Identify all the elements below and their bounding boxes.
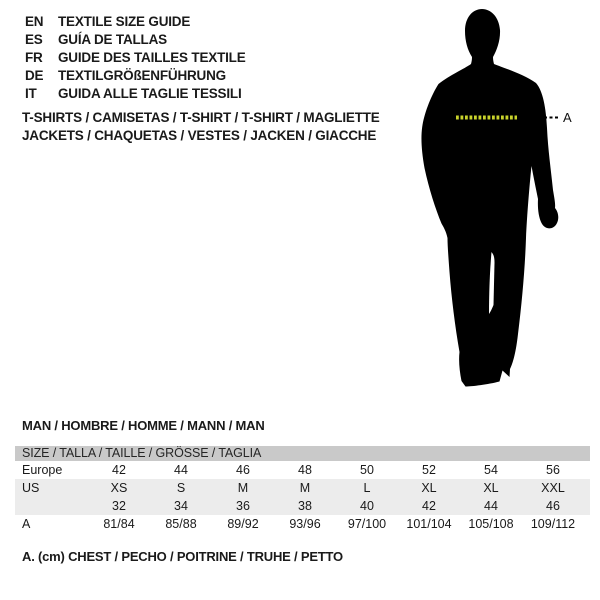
size-cell: 36 xyxy=(236,499,250,513)
size-cell: 46 xyxy=(236,463,250,477)
size-cell: 50 xyxy=(360,463,374,477)
size-cell: 52 xyxy=(422,463,436,477)
size-cell: 85/88 xyxy=(165,517,197,531)
table-row-chest-a xyxy=(15,515,590,533)
size-cell: 56 xyxy=(546,463,560,477)
size-cell: 97/100 xyxy=(347,517,387,531)
language-label: TEXTILGRÖßENFÜHRUNG xyxy=(58,68,226,83)
product-line-jackets: JACKETS / CHAQUETAS / VESTES / JACKEN / GIACCHE xyxy=(22,127,377,143)
size-cell: M xyxy=(299,481,311,495)
size-cell: 81/84 xyxy=(103,517,135,531)
language-code: FR xyxy=(25,50,43,65)
language-label: TEXTILE SIZE GUIDE xyxy=(58,14,191,29)
section-title-man: MAN / HOMBRE / HOMME / MANN / MAN xyxy=(22,418,265,433)
size-cell: L xyxy=(363,481,371,495)
size-cell: 93/96 xyxy=(289,517,321,531)
size-cell: XS xyxy=(110,481,128,495)
size-cell: 48 xyxy=(298,463,312,477)
size-cell: 42 xyxy=(422,499,436,513)
size-cell: 32 xyxy=(112,499,126,513)
size-cell: XL xyxy=(421,481,437,495)
language-list xyxy=(25,13,246,103)
language-row xyxy=(25,85,246,103)
language-row xyxy=(25,49,246,67)
table-row-uk xyxy=(15,497,590,515)
table-row-us xyxy=(15,479,590,497)
language-row xyxy=(25,13,246,31)
measurement-footnote: A. (cm) CHEST / PECHO / POITRINE / TRUHE / PETTO xyxy=(22,549,343,564)
row-label xyxy=(15,497,88,515)
product-types xyxy=(22,109,380,144)
size-cell: XXL xyxy=(541,481,565,495)
size-cell: S xyxy=(176,481,186,495)
language-label: GUIDA ALLE TAGLIE TESSILI xyxy=(58,86,242,101)
size-cell: 44 xyxy=(174,463,188,477)
table-row-europe xyxy=(15,461,590,479)
size-cell: 101/104 xyxy=(406,517,452,531)
measurement-label-a: A xyxy=(563,110,572,125)
man-silhouette-shape xyxy=(421,9,558,387)
size-table-header: SIZE / TALLA / TAILLE / GRÖSSE / TAGLIA xyxy=(15,446,590,461)
size-table xyxy=(15,446,590,533)
size-cell: 44 xyxy=(484,499,498,513)
language-label: GUIDE DES TAILLES TEXTILE xyxy=(58,50,246,65)
man-silhouette xyxy=(405,0,585,400)
language-code: ES xyxy=(25,32,43,47)
language-code: IT xyxy=(25,86,37,101)
product-line-tshirts: T-SHIRTS / CAMISETAS / T-SHIRT / T-SHIRT / MAGLIETTE xyxy=(22,110,380,125)
size-cell: 34 xyxy=(174,499,188,513)
row-label: A xyxy=(22,517,31,531)
language-row xyxy=(25,31,246,49)
size-cell: 38 xyxy=(298,499,312,513)
language-code: DE xyxy=(25,68,44,83)
language-label: GUÍA DE TALLAS xyxy=(58,32,167,47)
size-cell: XL xyxy=(483,481,499,495)
size-cell: M xyxy=(237,481,249,495)
size-cell: 42 xyxy=(112,463,126,477)
size-cell: 109/112 xyxy=(530,517,576,531)
row-label: US xyxy=(22,481,40,495)
size-cell: 46 xyxy=(546,499,560,513)
size-cell: 105/108 xyxy=(468,517,514,531)
size-cell: 40 xyxy=(360,499,374,513)
size-cell: 89/92 xyxy=(227,517,259,531)
language-row xyxy=(25,67,246,85)
row-label: Europe xyxy=(22,463,63,477)
language-code: EN xyxy=(25,14,44,29)
size-cell: 54 xyxy=(484,463,498,477)
